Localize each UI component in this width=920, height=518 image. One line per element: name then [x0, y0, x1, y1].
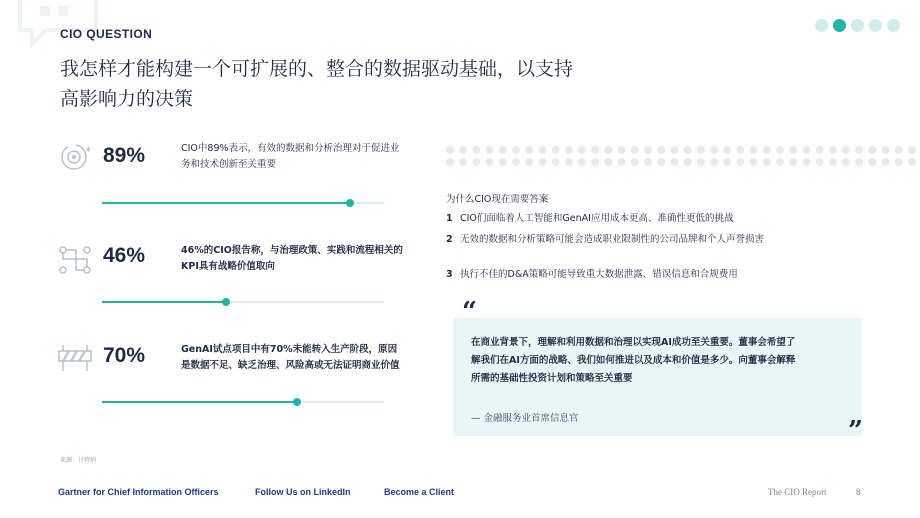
- page-number: 8: [856, 487, 861, 497]
- pattern-dot: [657, 146, 665, 154]
- pattern-dot: [697, 146, 705, 154]
- pattern-dot: [710, 146, 718, 154]
- pattern-dot: [604, 146, 612, 154]
- quote-attribution: — 金融服务业首席信息官: [471, 413, 579, 424]
- pattern-dot: [578, 158, 586, 166]
- pattern-dot: [538, 146, 546, 154]
- pattern-dot: [710, 158, 718, 166]
- pattern-dot: [829, 158, 837, 166]
- pattern-dot: [472, 158, 480, 166]
- pattern-dot: [750, 158, 758, 166]
- pattern-dot: [670, 146, 678, 154]
- footer-link-linkedin[interactable]: Follow Us on LinkedIn: [255, 487, 351, 497]
- pattern-dot: [882, 146, 890, 154]
- page-title: [60, 54, 680, 114]
- pattern-dot: [552, 158, 560, 166]
- stat-description: GenAI试点项目中有70%未能转入生产阶段，原因是数据不足、缺乏治理、风险高或无法证明商业价值: [181, 344, 400, 371]
- why-heading: 为什么CIO现在需要答案: [446, 194, 549, 205]
- pattern-dot: [868, 146, 876, 154]
- pager-dot[interactable]: [887, 19, 900, 32]
- pattern-dot: [525, 146, 533, 154]
- pattern-dot: [499, 158, 507, 166]
- pattern-dot: [763, 158, 771, 166]
- stat-value: 70%: [103, 344, 146, 367]
- stat-value: 89%: [103, 144, 146, 167]
- pattern-dot: [446, 158, 454, 166]
- pattern-dot: [644, 146, 652, 154]
- pattern-dot: [882, 158, 890, 166]
- pattern-dot: [684, 146, 692, 154]
- progress-fill: [102, 301, 226, 303]
- stat-value: 46%: [103, 244, 146, 267]
- why-item-number: 1: [446, 213, 453, 224]
- pattern-dot: [802, 146, 810, 154]
- pattern-dot: [578, 146, 586, 154]
- pattern-dot: [552, 146, 560, 154]
- pattern-dot: [631, 158, 639, 166]
- pattern-dot: [657, 158, 665, 166]
- why-list-item: [446, 210, 733, 224]
- why-item-text: CIO们面临着人工智能和GenAI应用成本更高、准确性更低的挑战: [460, 213, 734, 224]
- pattern-dot: [486, 158, 494, 166]
- pattern-dot: [816, 158, 824, 166]
- close-quote-icon: ”: [848, 416, 863, 446]
- pattern-dot: [512, 158, 520, 166]
- pattern-dot: [789, 146, 797, 154]
- pattern-dot: [565, 146, 573, 154]
- pattern-dot: [802, 158, 810, 166]
- pattern-dot: [908, 146, 916, 154]
- open-quote-icon: “: [462, 297, 477, 327]
- pager-dot[interactable]: [815, 19, 828, 32]
- pattern-dot: [684, 158, 692, 166]
- pager-dot[interactable]: [869, 19, 882, 32]
- pattern-dot: [736, 158, 744, 166]
- pattern-dot: [868, 158, 876, 166]
- stat-progress-bar: [102, 202, 384, 204]
- pattern-dot: [538, 158, 546, 166]
- workflow-icon: [58, 245, 92, 275]
- pattern-dot: [486, 146, 494, 154]
- quote-text: 在商业背景下，理解和利用数据和治理以实现AI成功至关重要。董事会希望了解我们在AI方面的战略、我们如何推进以及成本和价值是多少。向董事会解释所需的基础性投资计划和策略至关重要: [471, 337, 796, 384]
- stat-progress-bar: [102, 401, 384, 403]
- why-list-item: [446, 266, 738, 280]
- pattern-dot: [750, 146, 758, 154]
- pattern-dot: [644, 158, 652, 166]
- pager-dot-active[interactable]: [833, 19, 846, 32]
- pattern-dot: [459, 158, 467, 166]
- why-item-number: 3: [446, 269, 453, 280]
- stat-description: CIO中89%表示，有效的数据和分析治理对于促进业务和技术创新至关重要: [181, 143, 400, 170]
- page-pager: [815, 19, 900, 32]
- pattern-dot: [565, 158, 573, 166]
- pattern-dot: [591, 146, 599, 154]
- pattern-dot: [829, 146, 837, 154]
- pattern-dot: [472, 146, 480, 154]
- pattern-dot: [763, 146, 771, 154]
- pattern-dot: [855, 158, 863, 166]
- why-item-number: 2: [446, 234, 453, 245]
- footer-link-gartner-cio[interactable]: Gartner for Chief Information Officers: [58, 487, 219, 497]
- barrier-icon: [58, 343, 92, 373]
- page-title-line-2: 高影响力的决策: [60, 88, 194, 110]
- pattern-dot: [670, 158, 678, 166]
- pattern-dot: [499, 146, 507, 154]
- page-title-line-1: 我怎样才能构建一个可扩展的、整合的数据驱动基础，以支持: [60, 58, 574, 80]
- pattern-dot: [816, 146, 824, 154]
- why-item-text: 无效的数据和分析策略可能会造成职业限制性的公司品牌和个人声誉损害: [460, 234, 765, 245]
- pattern-dot: [723, 146, 731, 154]
- pattern-dot: [842, 158, 850, 166]
- stat-description: 46%的CIO报告称，与治理政策、实践和流程相关的KPI具有战略价值取向: [181, 245, 403, 272]
- report-name: The CIO Report: [768, 487, 827, 497]
- pattern-dot: [446, 146, 454, 154]
- why-item-text: 执行不佳的D&A策略可能导致重大数据泄露、错误信息和合规费用: [460, 269, 738, 280]
- section-label: CIO QUESTION: [60, 27, 153, 41]
- pattern-dot: [842, 146, 850, 154]
- progress-fill: [102, 202, 350, 204]
- pattern-dot: [723, 158, 731, 166]
- pattern-dot: [736, 146, 744, 154]
- progress-knob: [222, 298, 230, 306]
- pattern-dot: [776, 146, 784, 154]
- pattern-dot: [631, 146, 639, 154]
- gear-refresh-icon: [58, 142, 92, 172]
- pattern-dot: [895, 146, 903, 154]
- pattern-dot: [895, 158, 903, 166]
- pattern-dot: [776, 158, 784, 166]
- pattern-dot: [618, 158, 626, 166]
- pattern-dot: [604, 158, 612, 166]
- progress-fill: [102, 401, 297, 403]
- pager-dot[interactable]: [851, 19, 864, 32]
- pattern-dot: [618, 146, 626, 154]
- why-list-item: [446, 231, 764, 245]
- pattern-dot: [789, 158, 797, 166]
- footer-link-become-client[interactable]: Become a Client: [384, 487, 455, 497]
- progress-knob: [346, 199, 354, 207]
- pattern-dot: [459, 146, 467, 154]
- pattern-dot: [855, 146, 863, 154]
- pattern-dot: [697, 158, 705, 166]
- pattern-dot: [512, 146, 520, 154]
- pattern-dot: [591, 158, 599, 166]
- stat-progress-bar: [102, 301, 384, 303]
- dot-pattern-decoration: [446, 145, 920, 167]
- pattern-dot: [525, 158, 533, 166]
- source-note: 来源：甘特纳: [60, 457, 97, 464]
- progress-knob: [293, 398, 301, 406]
- pattern-dot: [908, 158, 916, 166]
